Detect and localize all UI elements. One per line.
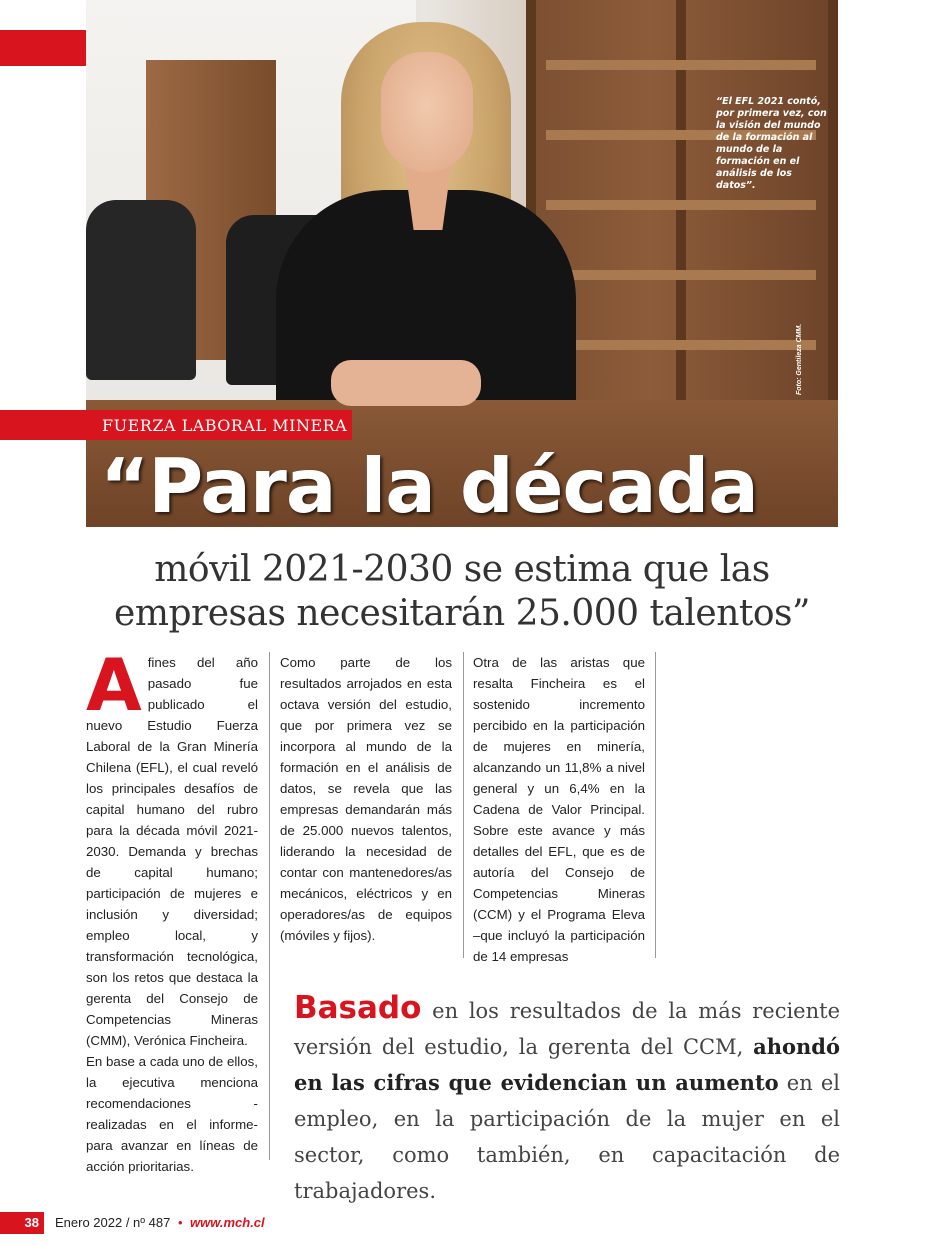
pull-quote-bold: ahondó en las cifras que evidencian un aumento bbox=[294, 1034, 840, 1095]
body-column-1 bbox=[86, 643, 258, 1177]
pull-quote-lead: Basado bbox=[294, 990, 422, 1026]
drop-cap: A bbox=[86, 643, 142, 727]
pull-quote-text-2: en el empleo, en la participación de la mujer en el sector, como también, en capacitación de trabajadores. bbox=[294, 1071, 840, 1203]
kicker-label: FUERZA LABORAL MINERA bbox=[102, 416, 348, 435]
column-divider bbox=[655, 652, 656, 958]
column-divider bbox=[463, 652, 464, 958]
col2-paragraph: Como parte de los resultados arrojados en esta octava versión del estudio, que por primera vez se incorpora al mundo de la formación en el análisis de datos, se revela que las empresas demandarán más de 25.000 nuevos talentos, liderando la necesidad de contar con mantenedores/as mecánicos, eléctricos y en operadores/as de equipos (móviles y fijos). bbox=[280, 655, 452, 943]
headline-sub: móvil 2021-2030 se estima que las empresas necesitarán 25.000 talentos” bbox=[114, 549, 810, 634]
photo-credit: Foto: Gentileza CMM. bbox=[796, 323, 803, 395]
kicker-bar bbox=[0, 410, 352, 440]
headline-main: “Para la década bbox=[100, 442, 758, 530]
photo-caption: “El EFL 2021 contó, por primera vez, con la visión del mundo de la formación al mundo de la formación en el análisis de los datos”. bbox=[716, 96, 827, 191]
col1-paragraph-2: En base a cada uno de ellos, la ejecutiva menciona recomendaciones -realizadas en el informe- para avanzar en líneas de acción prioritarias. bbox=[86, 1054, 258, 1174]
pull-quote bbox=[294, 990, 840, 1209]
issue-label: Enero 2022 / nº 487 bbox=[55, 1215, 171, 1230]
column-divider bbox=[269, 652, 270, 1160]
pull-quote-text-1: en los resultados de la más reciente versión del estudio, la gerenta del CCM, bbox=[294, 999, 840, 1059]
body-column-2 bbox=[280, 652, 452, 946]
website-link[interactable]: www.mch.cl bbox=[190, 1215, 265, 1230]
body-column-3 bbox=[473, 652, 645, 967]
page-number-box bbox=[0, 1212, 44, 1234]
col1-paragraph-1: fines del año pasado fue publicado el nuevo Estudio Fuerza Laboral de la Gran Minería Chilena (EFL), el cual reveló los principales desafíos de capital humano del rubro para la década móvil 2021-2030. Demanda y brechas de capital humano; participación de mujeres e inclusión y diversidad; empleo local, y transformación tecnológica, son los retos que destaca la gerenta del Consejo de Competencias Mineras (CMM), Verónica Fincheira. bbox=[86, 655, 258, 1048]
page-number: 38 bbox=[24, 1215, 39, 1230]
footer-separator: • bbox=[178, 1215, 183, 1230]
col3-paragraph: Otra de las aristas que resalta Fincheira es el sostenido incremento percibido en la participación de mujeres en minería, alcanzando un 11,8% a nivel general y un 6,4% en la Cadena de Valor Principal. Sobre este avance y más detalles del EFL, que es de autoría del Consejo de Competencias Mineras (CCM) y el Programa Eleva –que incluyó la participación de 14 empresas bbox=[473, 655, 645, 964]
